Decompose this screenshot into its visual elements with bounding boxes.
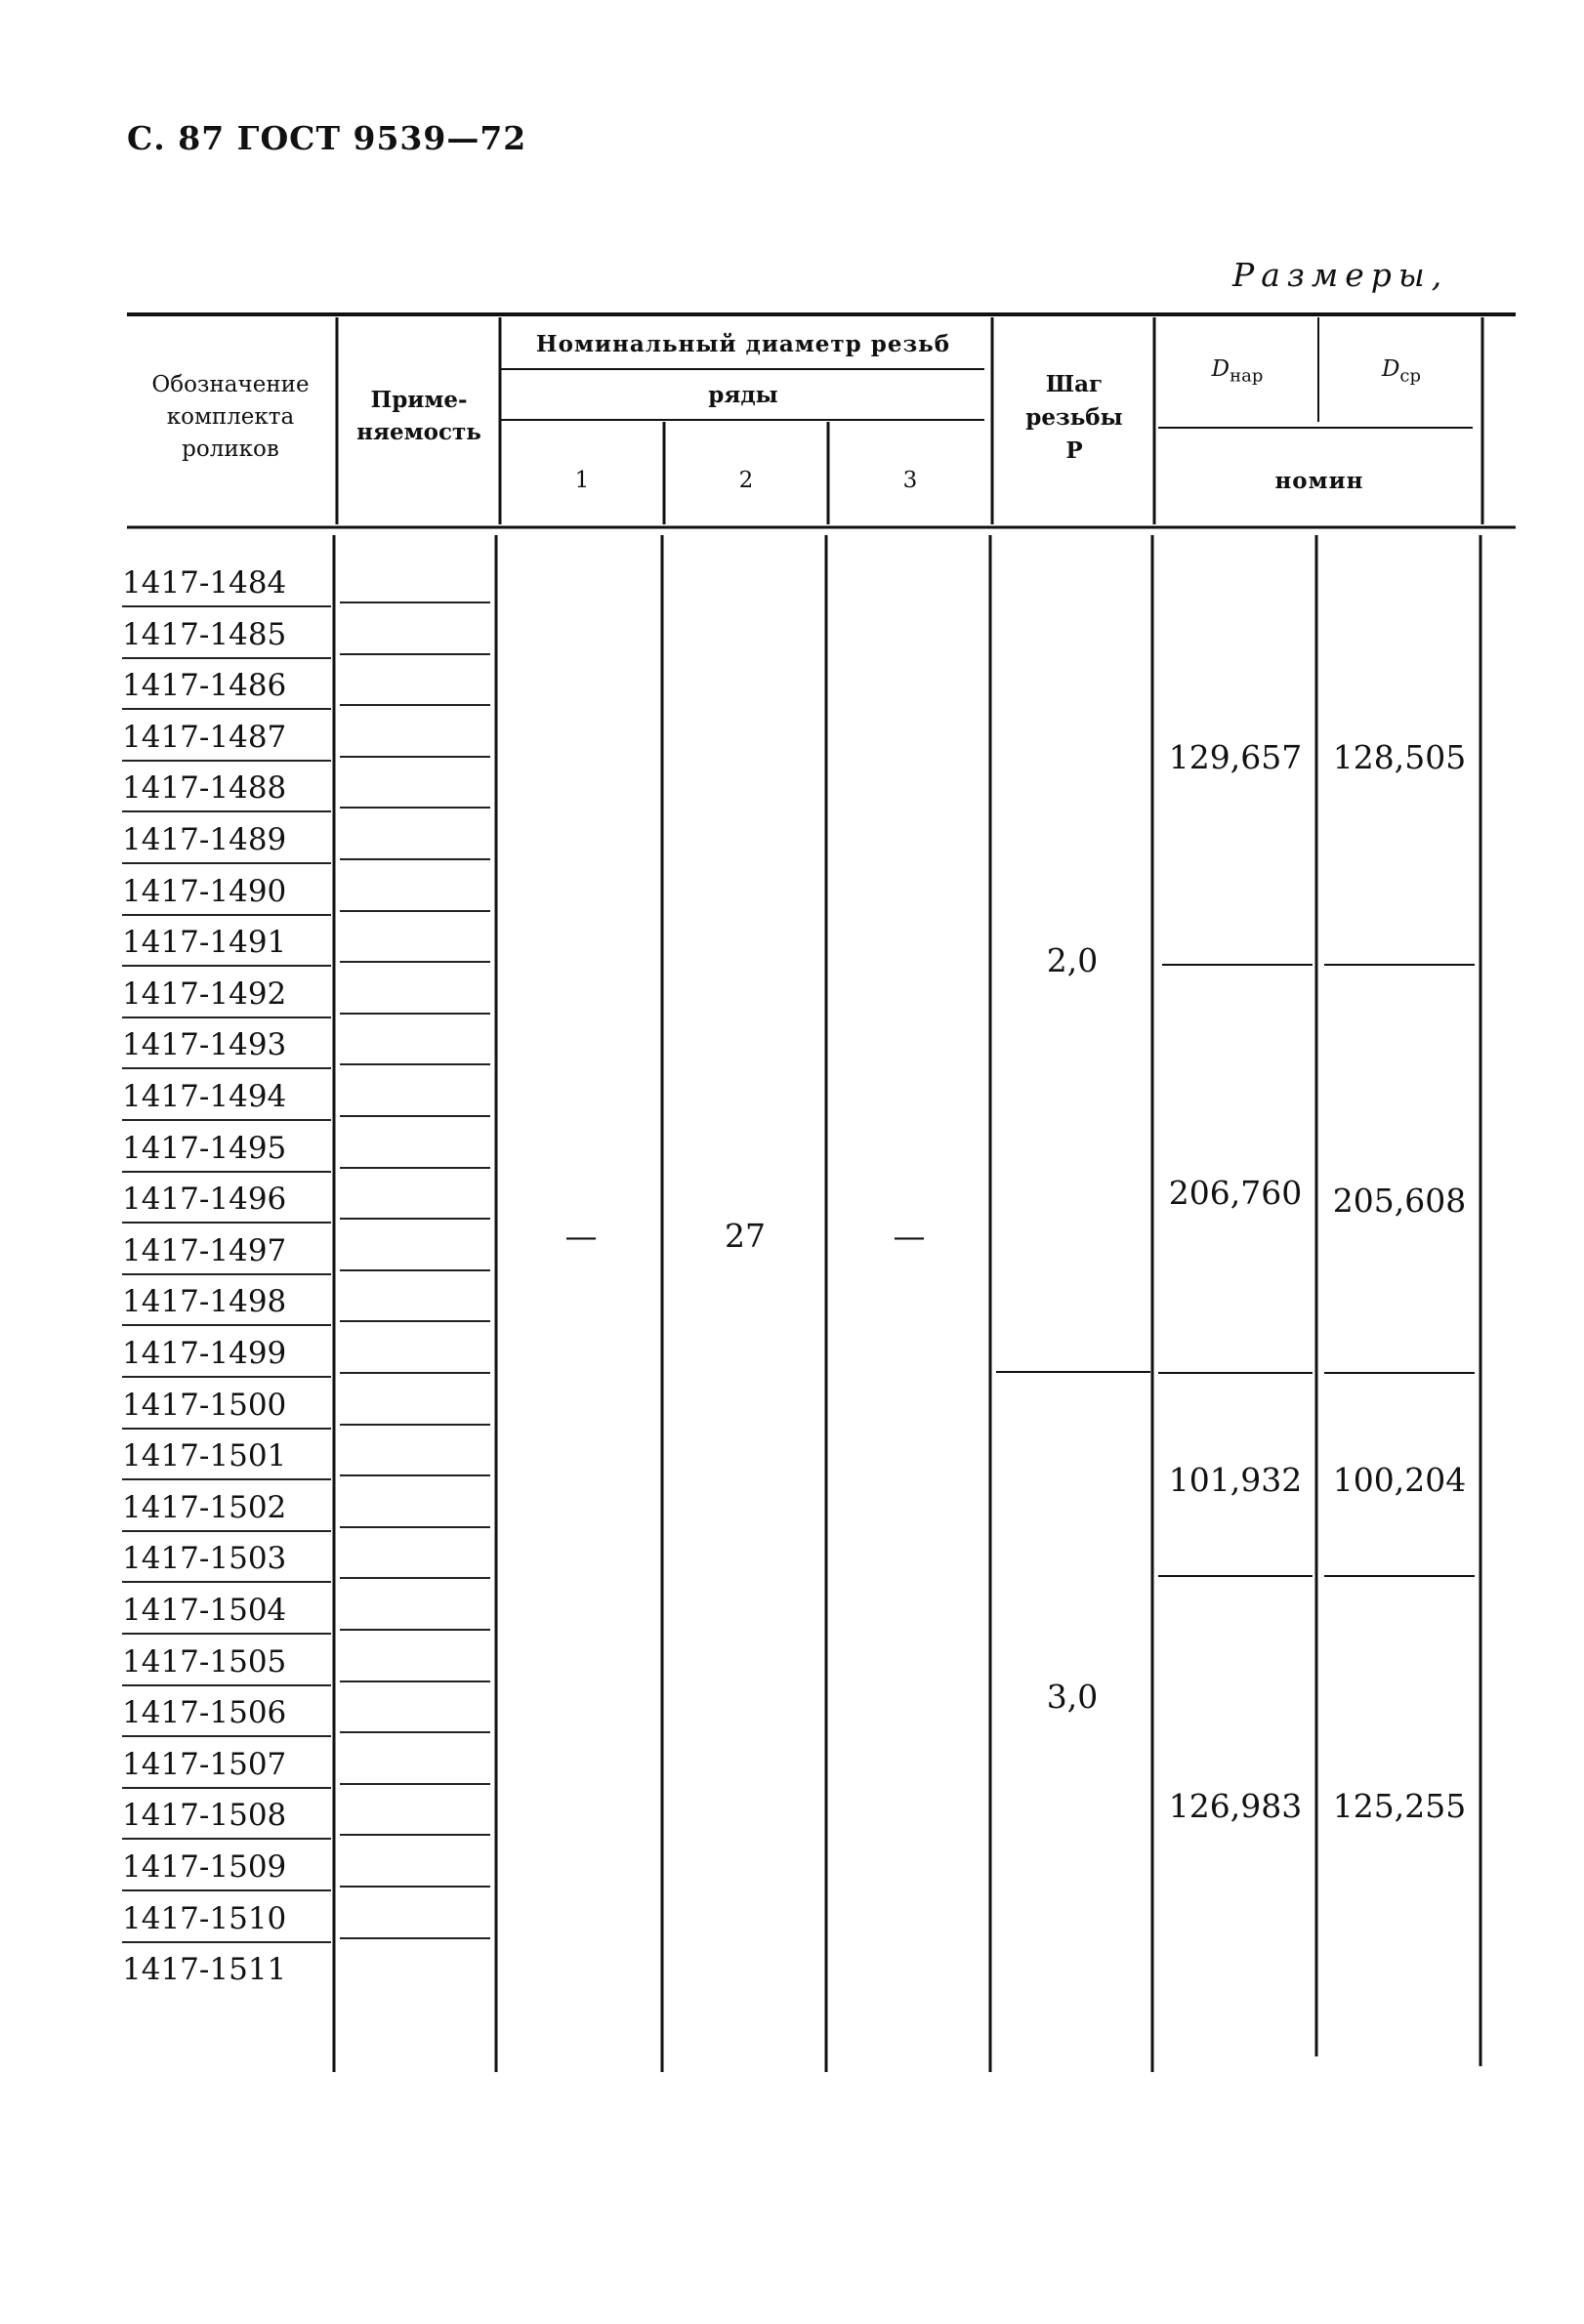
code-row-rule	[122, 1119, 331, 1121]
code-row: 1417-1499	[122, 1336, 287, 1371]
code-row: 1417-1501	[122, 1438, 287, 1474]
applicability-cell-rule	[340, 1526, 490, 1528]
applicability-cell-rule	[340, 1320, 490, 1322]
code-row: 1417-1495	[122, 1130, 287, 1166]
code-row-rule	[122, 862, 331, 864]
code-row-rule	[122, 1428, 331, 1430]
code-row-rule	[122, 1017, 331, 1018]
code-row: 1417-1486	[122, 668, 287, 704]
page-header: С. 87 ГОСТ 9539—72	[127, 119, 527, 157]
header-rows-label: ряды	[708, 382, 778, 408]
d-mean-group-1: 128,505	[1332, 738, 1467, 776]
code-row-rule	[122, 810, 331, 812]
header-row-2: 2	[738, 468, 754, 493]
code-row: 1417-1503	[122, 1541, 287, 1577]
code-row-rule	[122, 1222, 331, 1224]
applicability-cell-rule	[340, 653, 490, 655]
code-row-rule	[122, 1889, 331, 1891]
applicability-cell-rule	[340, 1474, 490, 1476]
code-row: 1417-1493	[122, 1027, 287, 1063]
code-row: 1417-1506	[122, 1695, 287, 1731]
applicability-cell-rule	[340, 602, 490, 603]
applicability-cell-rule	[340, 1167, 490, 1169]
code-row-rule	[122, 1067, 331, 1069]
code-row: 1417-1496	[122, 1182, 287, 1218]
applicability-cell-rule	[340, 1218, 490, 1220]
header-designation: Обозначение комплекта роликов	[151, 372, 310, 462]
code-row-rule	[122, 605, 331, 607]
applicability-cell-rule	[340, 1681, 490, 1682]
code-row: 1417-1497	[122, 1232, 287, 1268]
code-row-rule	[122, 1376, 331, 1378]
header-row-3: 3	[902, 468, 918, 493]
row2-value: 27	[725, 1217, 766, 1255]
applicability-cell-rule	[340, 1013, 490, 1015]
code-row-rule	[122, 1735, 331, 1737]
header-d-mean: $D_{ср}$	[1381, 356, 1422, 387]
code-row: 1417-1485	[122, 616, 287, 652]
header-nominal: номин	[1274, 468, 1364, 494]
d-outer-group-2: 206,760	[1168, 1174, 1303, 1212]
sizes-caption: Размеры,	[1232, 256, 1449, 294]
code-row-rule	[122, 1478, 331, 1480]
applicability-cell-rule	[340, 807, 490, 809]
applicability-cell-rule	[340, 961, 490, 963]
applicability-cell-rule	[340, 1629, 490, 1631]
applicability-cell-rule	[340, 704, 490, 706]
code-row: 1417-1490	[122, 873, 287, 909]
applicability-cell-rule	[340, 1269, 490, 1271]
code-row: 1417-1489	[122, 822, 287, 857]
code-row-rule	[122, 965, 331, 967]
d-outer-group-3: 101,932	[1168, 1461, 1303, 1499]
applicability-cell-rule	[340, 1115, 490, 1117]
code-row: 1417-1494	[122, 1079, 287, 1114]
code-row-rule	[122, 760, 331, 762]
header-d-outer: $D_{нар}$	[1211, 356, 1264, 387]
code-row-rule	[122, 657, 331, 659]
header-row-1: 1	[574, 468, 590, 493]
code-row: 1417-1505	[122, 1643, 287, 1680]
code-row: 1417-1502	[122, 1489, 287, 1525]
applicability-cell-rule	[340, 1372, 490, 1374]
applicability-cell-rule	[340, 1937, 490, 1939]
code-row: 1417-1491	[122, 925, 287, 961]
code-row: 1417-1498	[122, 1284, 287, 1320]
d-mean-group-2: 205,608	[1332, 1182, 1467, 1220]
code-row: 1417-1509	[122, 1849, 287, 1885]
code-row-rule	[122, 1633, 331, 1635]
header-nominal-diameter: Номинальный диаметр резьб	[535, 331, 951, 357]
code-row: 1417-1507	[122, 1746, 287, 1782]
row1-value: —	[564, 1217, 598, 1255]
code-row-rule	[122, 1530, 331, 1532]
code-row-rule	[122, 914, 331, 916]
applicability-cell-rule	[340, 1886, 490, 1888]
code-row: 1417-1492	[122, 975, 287, 1012]
code-row-rule	[122, 1324, 331, 1326]
code-row-rule	[122, 1171, 331, 1173]
code-row-rule	[122, 1941, 331, 1943]
d-mean-group-4: 125,255	[1332, 1787, 1467, 1825]
code-row: 1417-1487	[122, 719, 287, 755]
code-row-rule	[122, 1684, 331, 1686]
code-row: 1417-1508	[122, 1798, 287, 1834]
applicability-cell-rule	[340, 1063, 490, 1065]
code-row: 1417-1510	[122, 1900, 287, 1936]
code-row: 1417-1500	[122, 1387, 287, 1423]
code-row-rule	[122, 708, 331, 710]
header-applicability: Приме- няемость	[356, 387, 481, 445]
d-outer-group-4: 126,983	[1168, 1787, 1303, 1825]
header-pitch: Шаг резьбы P	[1025, 371, 1123, 464]
pitch-value-1: 2,0	[1046, 941, 1099, 979]
applicability-cell-rule	[340, 910, 490, 912]
code-row: 1417-1504	[122, 1593, 287, 1628]
row3-value: —	[893, 1217, 926, 1255]
code-row: 1417-1484	[122, 565, 287, 601]
code-row-rule	[122, 1787, 331, 1789]
code-row-rule	[122, 1838, 331, 1840]
applicability-cell-rule	[340, 1731, 490, 1733]
code-row: 1417-1511	[122, 1952, 287, 1988]
applicability-cell-rule	[340, 756, 490, 758]
applicability-cell-rule	[340, 858, 490, 860]
code-row-rule	[122, 1273, 331, 1275]
code-row-rule	[122, 1581, 331, 1583]
code-row: 1417-1488	[122, 770, 287, 807]
applicability-cell-rule	[340, 1834, 490, 1836]
d-mean-group-3: 100,204	[1332, 1461, 1467, 1499]
pitch-value-2: 3,0	[1046, 1678, 1099, 1716]
applicability-cell-rule	[340, 1424, 490, 1426]
applicability-cell-rule	[340, 1577, 490, 1579]
applicability-cell-rule	[340, 1783, 490, 1785]
d-outer-group-1: 129,657	[1168, 738, 1303, 776]
